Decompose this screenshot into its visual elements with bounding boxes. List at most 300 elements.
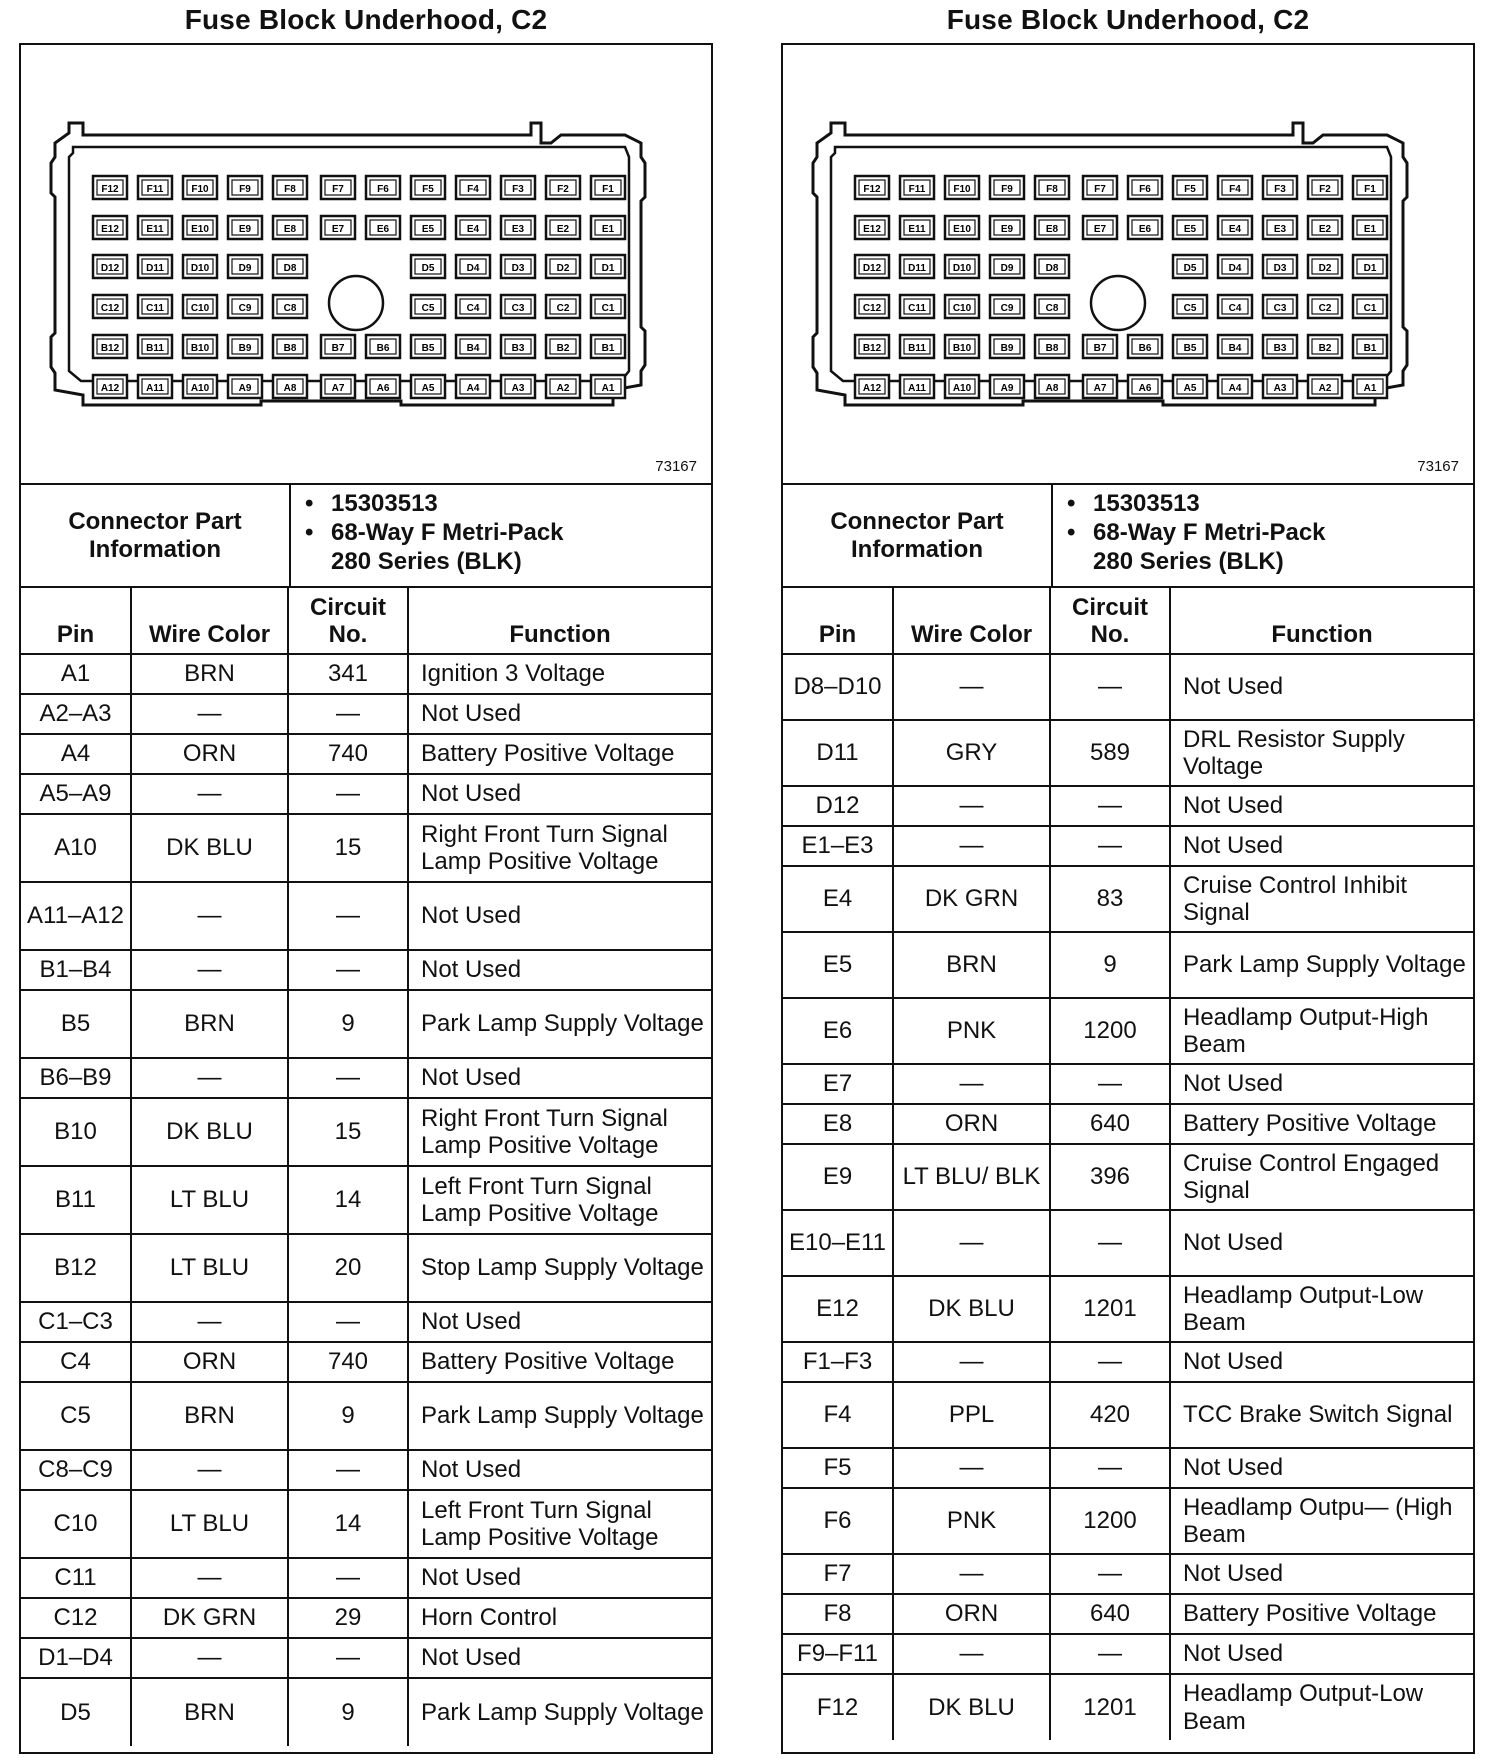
cell-pin: C4 [21, 1342, 131, 1382]
cavity-label: E10 [953, 224, 971, 235]
cavity-label: A1 [601, 383, 615, 394]
cell-wire-color: DK BLU [893, 1674, 1050, 1740]
connector-diagram [783, 45, 1473, 485]
cell-circuit-no: 1200 [1050, 998, 1170, 1064]
cell-circuit-no: — [288, 1558, 408, 1598]
pinout-table [783, 588, 1473, 1740]
cell-wire-color: — [131, 950, 288, 990]
cavity-label: D5 [421, 263, 435, 274]
table-row [783, 1382, 1473, 1448]
cavity-label: B4 [1228, 343, 1242, 354]
cavity-label: B12 [100, 343, 120, 354]
cell-circuit-no: — [1050, 1064, 1170, 1104]
cell-pin: A11–A12 [21, 882, 131, 950]
cavity-label: A7 [331, 383, 345, 394]
cell-pin: C5 [21, 1382, 131, 1450]
cell-pin: F9–F11 [783, 1634, 893, 1674]
cavity-label: A6 [376, 383, 390, 394]
cell-circuit-no: — [288, 1302, 408, 1342]
cavity-label: A6 [1138, 383, 1152, 394]
cell-circuit-no: 15 [288, 814, 408, 882]
pinout-table [21, 588, 711, 1746]
cavity-label: F7 [1094, 184, 1106, 195]
table-row [783, 826, 1473, 866]
cavity-label: B8 [1045, 343, 1059, 354]
cell-circuit-no: 341 [288, 654, 408, 694]
table-row [783, 998, 1473, 1064]
cell-pin: D8–D10 [783, 654, 893, 720]
cavity-label: B7 [1093, 343, 1107, 354]
cell-wire-color: — [893, 1634, 1050, 1674]
cavity-label: F1 [602, 184, 614, 195]
cell-circuit-no: — [1050, 1554, 1170, 1594]
cell-pin: B10 [21, 1098, 131, 1166]
cell-wire-color: BRN [131, 654, 288, 694]
cell-pin: B5 [21, 990, 131, 1058]
cell-wire-color: — [893, 1342, 1050, 1382]
cavity-label: A4 [466, 383, 480, 394]
cavity-label: C11 [146, 303, 164, 314]
cavity-label: F9 [239, 184, 251, 195]
cavity-label: C8 [1045, 303, 1059, 314]
cell-function: Cruise Control Inhibit Signal [1170, 866, 1473, 932]
table-row [21, 1450, 711, 1490]
table-row [783, 1488, 1473, 1554]
cell-wire-color: — [893, 1210, 1050, 1276]
cell-wire-color: — [131, 1450, 288, 1490]
cell-circuit-no: 1200 [1050, 1488, 1170, 1554]
table-row [21, 654, 711, 694]
cell-function: Left Front Turn Signal Lamp Positive Voltage [408, 1166, 711, 1234]
cavity-label: E2 [1318, 224, 1332, 235]
cell-wire-color: DK GRN [131, 1598, 288, 1638]
cavity-label: C11 [908, 303, 926, 314]
cavity-label: C12 [862, 303, 882, 314]
cavity-label: B9 [1000, 343, 1014, 354]
cell-function: Not Used [408, 1558, 711, 1598]
cell-pin: E6 [783, 998, 893, 1064]
cell-circuit-no: — [288, 774, 408, 814]
table-row [21, 1058, 711, 1098]
cell-pin: C12 [21, 1598, 131, 1638]
cell-wire-color: DK BLU [131, 814, 288, 882]
cell-wire-color: BRN [131, 990, 288, 1058]
table-row [783, 1342, 1473, 1382]
cavity-label: D2 [1318, 263, 1332, 274]
cell-function: Right Front Turn Signal Lamp Positive Voltage [408, 1098, 711, 1166]
cell-function: Not Used [1170, 1210, 1473, 1276]
table-row [21, 1098, 711, 1166]
cavity-label: E10 [191, 224, 209, 235]
cavity-label: B9 [238, 343, 252, 354]
cavity-label: A4 [1228, 383, 1242, 394]
cell-function: Battery Positive Voltage [408, 1342, 711, 1382]
cell-circuit-no: — [1050, 1342, 1170, 1382]
header-wire-color: Wire Color [893, 588, 1050, 654]
cell-pin: A5–A9 [21, 774, 131, 814]
figure-number: 73167 [655, 458, 697, 475]
table-row [21, 1678, 711, 1746]
table-row [21, 990, 711, 1058]
cell-wire-color: GRY [893, 720, 1050, 786]
cavity-label: F10 [191, 184, 209, 195]
cell-function: Not Used [1170, 786, 1473, 826]
cavity-label: B5 [1183, 343, 1197, 354]
cavity-label: B2 [1318, 343, 1332, 354]
cavity-label: C12 [100, 303, 120, 314]
cell-pin: F1–F3 [783, 1342, 893, 1382]
cell-function: Horn Control [408, 1598, 711, 1638]
cell-circuit-no: 9 [288, 990, 408, 1058]
table-row [21, 950, 711, 990]
cavity-label: B11 [908, 343, 926, 354]
cell-pin: B11 [21, 1166, 131, 1234]
cell-circuit-no: — [288, 882, 408, 950]
cavity-label: A3 [1273, 383, 1287, 394]
table-row [21, 1382, 711, 1450]
table-row [21, 1234, 711, 1302]
cavity-label: B1 [1363, 343, 1377, 354]
cavity-label: D10 [952, 263, 972, 274]
cell-function: DRL Resistor Supply Voltage [1170, 720, 1473, 786]
cell-function: Not Used [408, 950, 711, 990]
cell-wire-color: — [131, 694, 288, 734]
cell-wire-color: — [893, 654, 1050, 720]
cavity-label: C3 [1273, 303, 1287, 314]
cell-pin: B6–B9 [21, 1058, 131, 1098]
cell-circuit-no: 14 [288, 1490, 408, 1558]
cavity-label: A11 [146, 383, 164, 394]
cell-function: Not Used [1170, 1342, 1473, 1382]
panel-frame [19, 43, 713, 1754]
cell-circuit-no: 14 [288, 1166, 408, 1234]
header-pin: Pin [21, 588, 131, 654]
part-number: • 15303513 [1093, 490, 1473, 519]
cavity-label: C5 [421, 303, 435, 314]
cell-circuit-no: 396 [1050, 1144, 1170, 1210]
cell-function: Not Used [1170, 1634, 1473, 1674]
connector-part-list [1053, 485, 1473, 586]
cavity-label: A8 [283, 383, 297, 394]
connector-part-information [21, 485, 711, 588]
cell-pin: A2–A3 [21, 694, 131, 734]
cell-pin: E9 [783, 1144, 893, 1210]
cell-circuit-no: 589 [1050, 720, 1170, 786]
cavity-label: E7 [1093, 224, 1107, 235]
table-row [21, 1342, 711, 1382]
header-function: Function [408, 588, 711, 654]
cavity-label: D12 [100, 263, 120, 274]
cavity-label: B8 [283, 343, 297, 354]
part-series: 280 Series (BLK) [331, 547, 522, 575]
connector-polarizing-hole [329, 276, 383, 330]
table-row [21, 774, 711, 814]
cell-circuit-no: — [288, 950, 408, 990]
cell-pin: E5 [783, 932, 893, 998]
cell-function: Battery Positive Voltage [408, 734, 711, 774]
cavity-label: E11 [908, 224, 926, 235]
table-row [21, 814, 711, 882]
figure-number: 73167 [1417, 458, 1459, 475]
cell-pin: F12 [783, 1674, 893, 1740]
cavity-label: A11 [908, 383, 926, 394]
table-row [21, 1302, 711, 1342]
cavity-label: D10 [190, 263, 210, 274]
cell-function: Not Used [408, 1058, 711, 1098]
cavity-label: A1 [1363, 383, 1377, 394]
cell-wire-color: — [893, 1554, 1050, 1594]
cell-function: Headlamp Output-High Beam [1170, 998, 1473, 1064]
cell-wire-color: BRN [131, 1382, 288, 1450]
table-row [783, 932, 1473, 998]
cell-pin: B1–B4 [21, 950, 131, 990]
cavity-label: A5 [421, 383, 435, 394]
cell-function: Headlamp Outpu— (High Beam [1170, 1488, 1473, 1554]
cell-circuit-no: 20 [288, 1234, 408, 1302]
cell-wire-color: LT BLU [131, 1166, 288, 1234]
cell-circuit-no: — [1050, 654, 1170, 720]
header-pin: Pin [783, 588, 893, 654]
table-row [21, 1638, 711, 1678]
cavity-label: D9 [1000, 263, 1014, 274]
table-row [21, 1166, 711, 1234]
cavity-label: C10 [190, 303, 210, 314]
connector-part-information [783, 485, 1473, 588]
cell-circuit-no: 740 [288, 1342, 408, 1382]
cell-circuit-no: — [1050, 1210, 1170, 1276]
cell-circuit-no: 15 [288, 1098, 408, 1166]
pinout-rows [783, 654, 1473, 1740]
panel-title: Fuse Block Underhood, C2 [184, 4, 548, 35]
table-row [783, 866, 1473, 932]
cavity-label: C10 [952, 303, 972, 314]
cell-wire-color: DK BLU [893, 1276, 1050, 1342]
cell-circuit-no: 1201 [1050, 1674, 1170, 1740]
table-row [21, 734, 711, 774]
cell-circuit-no: 9 [1050, 932, 1170, 998]
cell-circuit-no: 640 [1050, 1594, 1170, 1634]
cavity-label: B10 [952, 343, 972, 354]
cavity-label: F2 [1319, 184, 1331, 195]
cavity-label: A2 [556, 383, 570, 394]
cavity-label: A8 [1045, 383, 1059, 394]
cell-pin: A1 [21, 654, 131, 694]
cavity-label: E7 [331, 224, 345, 235]
cavity-label: D3 [511, 263, 525, 274]
cell-pin: C8–C9 [21, 1450, 131, 1490]
cavity-label: C2 [556, 303, 570, 314]
cavity-label: C4 [1228, 303, 1242, 314]
connector-part-list [291, 485, 711, 586]
cavity-label: B3 [1273, 343, 1287, 354]
cell-circuit-no: 9 [288, 1678, 408, 1746]
cavity-label: B5 [421, 343, 435, 354]
cell-function: Park Lamp Supply Voltage [408, 1678, 711, 1746]
cell-wire-color: PNK [893, 998, 1050, 1064]
cavity-label: E6 [1138, 224, 1152, 235]
cavity-label: A10 [190, 383, 210, 394]
cavity-label: F7 [332, 184, 344, 195]
table-row [783, 1634, 1473, 1674]
table-row [783, 720, 1473, 786]
cell-function: Ignition 3 Voltage [421, 660, 606, 688]
connector-part-label: Connector Part Information [21, 485, 291, 586]
cell-circuit-no: 420 [1050, 1382, 1170, 1448]
right-panel [781, 0, 1475, 1754]
cell-wire-color: LT BLU/ BLK [893, 1144, 1050, 1210]
cavity-label: E12 [101, 224, 119, 235]
cavity-label: C9 [238, 303, 252, 314]
cavity-label: F5 [422, 184, 434, 195]
connector-face-drawing [21, 45, 711, 483]
cell-function: Battery Positive Voltage [1170, 1104, 1473, 1144]
header-wire-color: Wire Color [131, 588, 288, 654]
cavity-label: A5 [1183, 383, 1197, 394]
cell-wire-color: ORN [131, 734, 288, 774]
cell-pin: F4 [783, 1382, 893, 1448]
cavity-label: B1 [601, 343, 615, 354]
cavity-label: F6 [377, 184, 389, 195]
cavity-label: E8 [283, 224, 297, 235]
cavity-label: A9 [238, 383, 252, 394]
cell-function: Left Front Turn Signal Lamp Positive Voltage [408, 1490, 711, 1558]
cell-pin: F7 [783, 1554, 893, 1594]
cell-wire-color: — [131, 774, 288, 814]
cavity-label: F9 [1001, 184, 1013, 195]
cavity-label: E6 [376, 224, 390, 235]
cell-wire-color: ORN [893, 1104, 1050, 1144]
connector-face-drawing [783, 45, 1473, 483]
cavity-label: E2 [556, 224, 570, 235]
cavity-label: E4 [1228, 224, 1242, 235]
cell-function: Not Used [408, 774, 711, 814]
cavity-label: E3 [1273, 224, 1287, 235]
cell-wire-color: — [131, 1302, 288, 1342]
cell-pin: D12 [783, 786, 893, 826]
cell-circuit-no: 83 [1050, 866, 1170, 932]
cavity-label: F11 [146, 184, 164, 195]
cell-wire-color: PPL [893, 1382, 1050, 1448]
cell-wire-color: ORN [131, 1342, 288, 1382]
cell-pin: F5 [783, 1448, 893, 1488]
cavity-label: F5 [1184, 184, 1196, 195]
cell-circuit-no: — [288, 1638, 408, 1678]
table-row [783, 786, 1473, 826]
cell-circuit-no: — [1050, 1634, 1170, 1674]
table-row [21, 694, 711, 734]
cell-pin: F6 [783, 1488, 893, 1554]
cell-wire-color: — [893, 786, 1050, 826]
cell-wire-color: DK BLU [131, 1098, 288, 1166]
cell-wire-color: BRN [131, 1678, 288, 1746]
cell-function: Park Lamp Supply Voltage [408, 1382, 711, 1450]
cavity-label: D3 [1273, 263, 1287, 274]
connector-polarizing-hole [1091, 276, 1145, 330]
table-row [783, 1448, 1473, 1488]
table-row [21, 1490, 711, 1558]
cavity-label: D1 [1363, 263, 1377, 274]
table-row [21, 1598, 711, 1638]
left-panel [19, 0, 713, 1754]
cavity-label: D8 [283, 263, 297, 274]
table-row [783, 1554, 1473, 1594]
cell-function: Battery Positive Voltage [1170, 1594, 1473, 1634]
cell-pin: D5 [21, 1678, 131, 1746]
cell-wire-color: — [131, 882, 288, 950]
cavity-label: C1 [601, 303, 615, 314]
cavity-label: E5 [421, 224, 435, 235]
cavity-label: D4 [466, 263, 480, 274]
cell-circuit-no: 9 [288, 1382, 408, 1450]
table-row [783, 1144, 1473, 1210]
header-circuit-no: Circuit No. [288, 588, 408, 654]
cavity-label: D8 [1045, 263, 1059, 274]
cell-function: Headlamp Output-Low Beam [1170, 1276, 1473, 1342]
cell-circuit-no: — [288, 1450, 408, 1490]
cell-pin: E7 [783, 1064, 893, 1104]
table-row [783, 1104, 1473, 1144]
cavity-label: D4 [1228, 263, 1242, 274]
cavity-label: E5 [1183, 224, 1197, 235]
cavity-label: F10 [953, 184, 971, 195]
cavity-label: D11 [146, 263, 164, 274]
cavity-label: F12 [863, 184, 881, 195]
cell-pin: E8 [783, 1104, 893, 1144]
cavity-label: C5 [1183, 303, 1197, 314]
table-row [21, 1558, 711, 1598]
table-row [783, 1276, 1473, 1342]
cell-circuit-no: 640 [1050, 1104, 1170, 1144]
cell-function: Stop Lamp Supply Voltage [408, 1234, 711, 1302]
cavity-label: F6 [1139, 184, 1151, 195]
part-number: • 15303513 [331, 490, 711, 519]
cell-wire-color: — [893, 826, 1050, 866]
cell-pin: E10–E11 [783, 1210, 893, 1276]
table-row [783, 1594, 1473, 1634]
cell-function: Right Front Turn Signal Lamp Positive Voltage [408, 814, 711, 882]
cavity-label: D9 [238, 263, 252, 274]
cell-circuit-no: — [288, 1058, 408, 1098]
cell-function: Not Used [1170, 1554, 1473, 1594]
cell-pin: A4 [21, 734, 131, 774]
cell-function: Cruise Control Engaged Signal [1170, 1144, 1473, 1210]
cavity-label: B6 [376, 343, 390, 354]
cavity-label: B10 [190, 343, 210, 354]
cavity-label: F8 [284, 184, 296, 195]
cell-pin: A10 [21, 814, 131, 882]
cavity-label: E9 [238, 224, 252, 235]
cavity-label: E1 [601, 224, 615, 235]
cell-wire-color: BRN [893, 932, 1050, 998]
cavity-label: E12 [863, 224, 881, 235]
cell-function: Not Used [408, 694, 711, 734]
cell-function: Not Used [408, 1302, 711, 1342]
cell-function: TCC Brake Switch Signal [1170, 1382, 1473, 1448]
header-function: Function [1170, 588, 1473, 654]
cell-wire-color: ORN [893, 1594, 1050, 1634]
cavity-label: E11 [146, 224, 164, 235]
table-row [783, 654, 1473, 720]
pinout-rows [21, 654, 711, 1746]
cell-wire-color: — [131, 1058, 288, 1098]
cell-function: Not Used [1183, 673, 1284, 701]
cavity-label: C2 [1318, 303, 1332, 314]
cavity-label: D12 [862, 263, 882, 274]
cavity-label: D1 [601, 263, 615, 274]
cell-wire-color: — [893, 1448, 1050, 1488]
cell-function: Park Lamp Supply Voltage [1170, 932, 1473, 998]
cavity-label: A2 [1318, 383, 1332, 394]
